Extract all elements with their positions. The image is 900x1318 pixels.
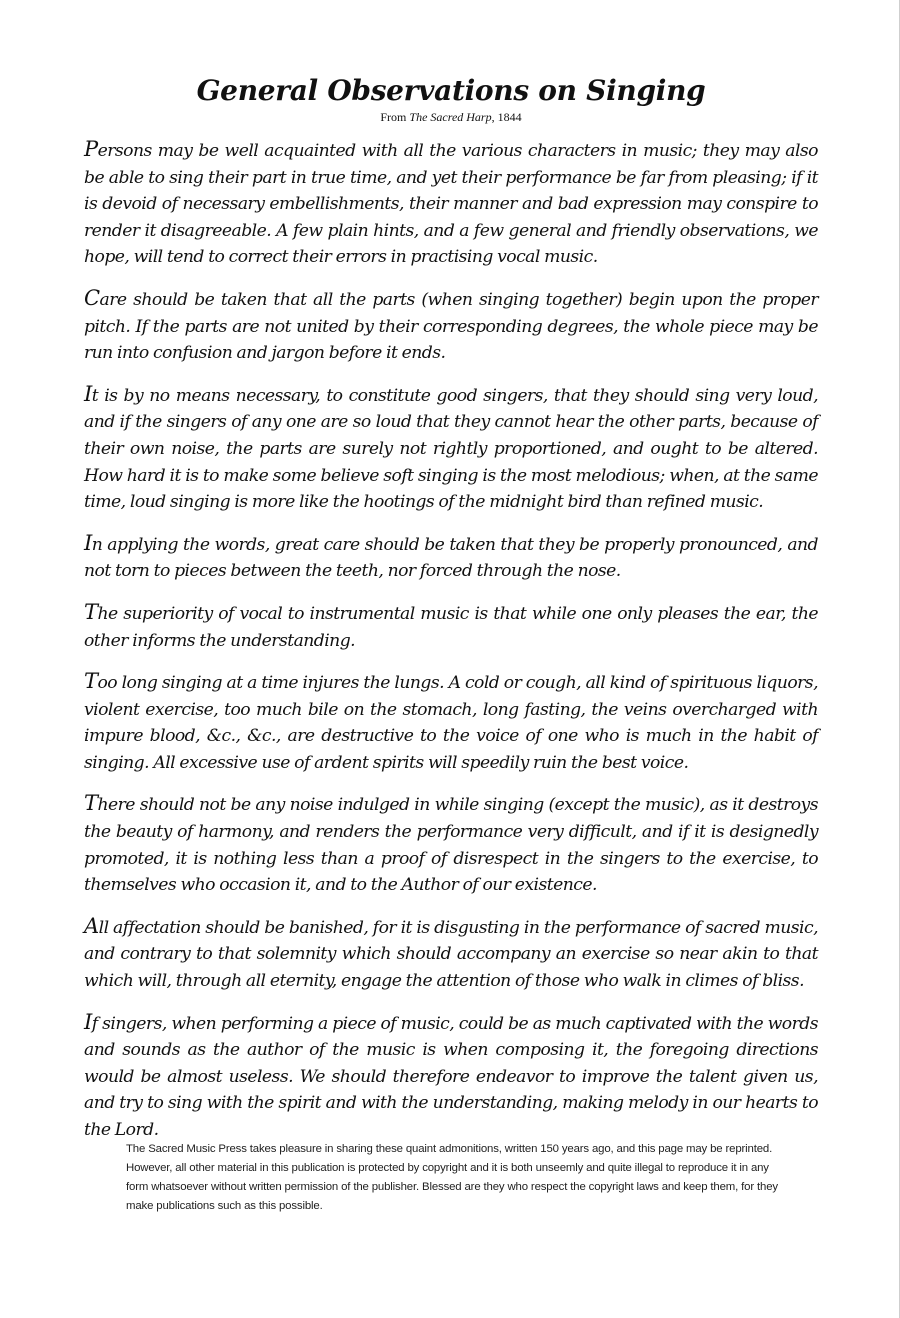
source-prefix: From bbox=[380, 110, 410, 124]
paragraph-9: If singers, when performing a piece of music, could be as much captivated with the words and sounds as the author of the music is when composing it, the foregoing directions would be almost useless. We should therefore endeavor to improve the talent given us, and try to sing with the spirit and with the understanding, making melody in our hearts to the Lord. bbox=[84, 1009, 818, 1140]
source-work: The Sacred Harp bbox=[409, 110, 492, 124]
document-page bbox=[84, 72, 818, 1158]
paragraph-7: There should not be any noise indulged in while singing (except the music), as it destroys the beauty of harmony, and renders the performance very difficult, and if it is designedly promoted, it is nothing less than a proof of disrespect in the singers to the exercise, to themselves who occasion it, and to the Author of our existence. bbox=[84, 791, 818, 896]
paragraph-1: Persons may be well acquainted with all the various characters in music; they may also be able to sing their part in true time, and yet their performance be far from pleasing; if it is devoid of necessary embellishments, their manner and bad expression may conspire to render it disagreeable. A few plain hints, and a few general and friendly observations, we hope, will tend to correct their errors in practising vocal music. bbox=[84, 137, 818, 268]
copyright-notice: The Sacred Music Press takes pleasure in sharing these quaint admonitions, written 150 years ago, and this page may be reprinted. However, all other material in this publication is protected by copyright and it is both unseemly and quite illegal to reproduce it in any form whatsoever without written permission of the publisher. Blessed are they who respect the copyright laws and keep them, for they make publications such as this possible. bbox=[126, 1143, 778, 1212]
source-year: , 1844 bbox=[491, 110, 522, 124]
source-line bbox=[84, 110, 818, 124]
paragraph-5: The superiority of vocal to instrumental music is that while one only pleases the ear, the other informs the understanding. bbox=[84, 599, 818, 651]
paragraph-6: Too long singing at a time injures the lungs. A cold or cough, all kind of spirituous liquors, violent exercise, too much bile on the stomach, long fasting, the veins overcharged with impure blood, &c., &c., are destructive to the voice of one who is much in the habit of singing. All excessive use of ardent spirits will speedily ruin the best voice. bbox=[84, 669, 818, 773]
paragraph-3: It is by no means necessary, to constitute good singers, that they should sing very loud, and if the singers of any one are so loud that they cannot hear the other parts, because of their own noise, the parts are surely not rightly proportioned, and ought to be altered. How hard it is to make some believe soft singing is the most melodious; when, at the same time, loud singing is more like the hootings of the midnight bird than refined music. bbox=[84, 381, 818, 513]
paragraph-8: All affectation should be banished, for it is disgusting in the performance of sacred music, and contrary to that solemnity which should accompany an exercise so near akin to that which will, through all eternity, engage the attention of those who walk in climes of bliss. bbox=[84, 913, 818, 992]
paragraph-4: In applying the words, great care should be taken that they be properly pronounced, and not torn to pieces between the teeth, nor forced through the nose. bbox=[84, 530, 818, 582]
page-title: General Observations on Singing bbox=[196, 74, 706, 107]
paragraph-2: Care should be taken that all the parts (when singing together) begin upon the proper pitch. If the parts are not united by their corresponding degrees, the whole piece may be run into confusion and jargon before it ends. bbox=[84, 285, 818, 364]
